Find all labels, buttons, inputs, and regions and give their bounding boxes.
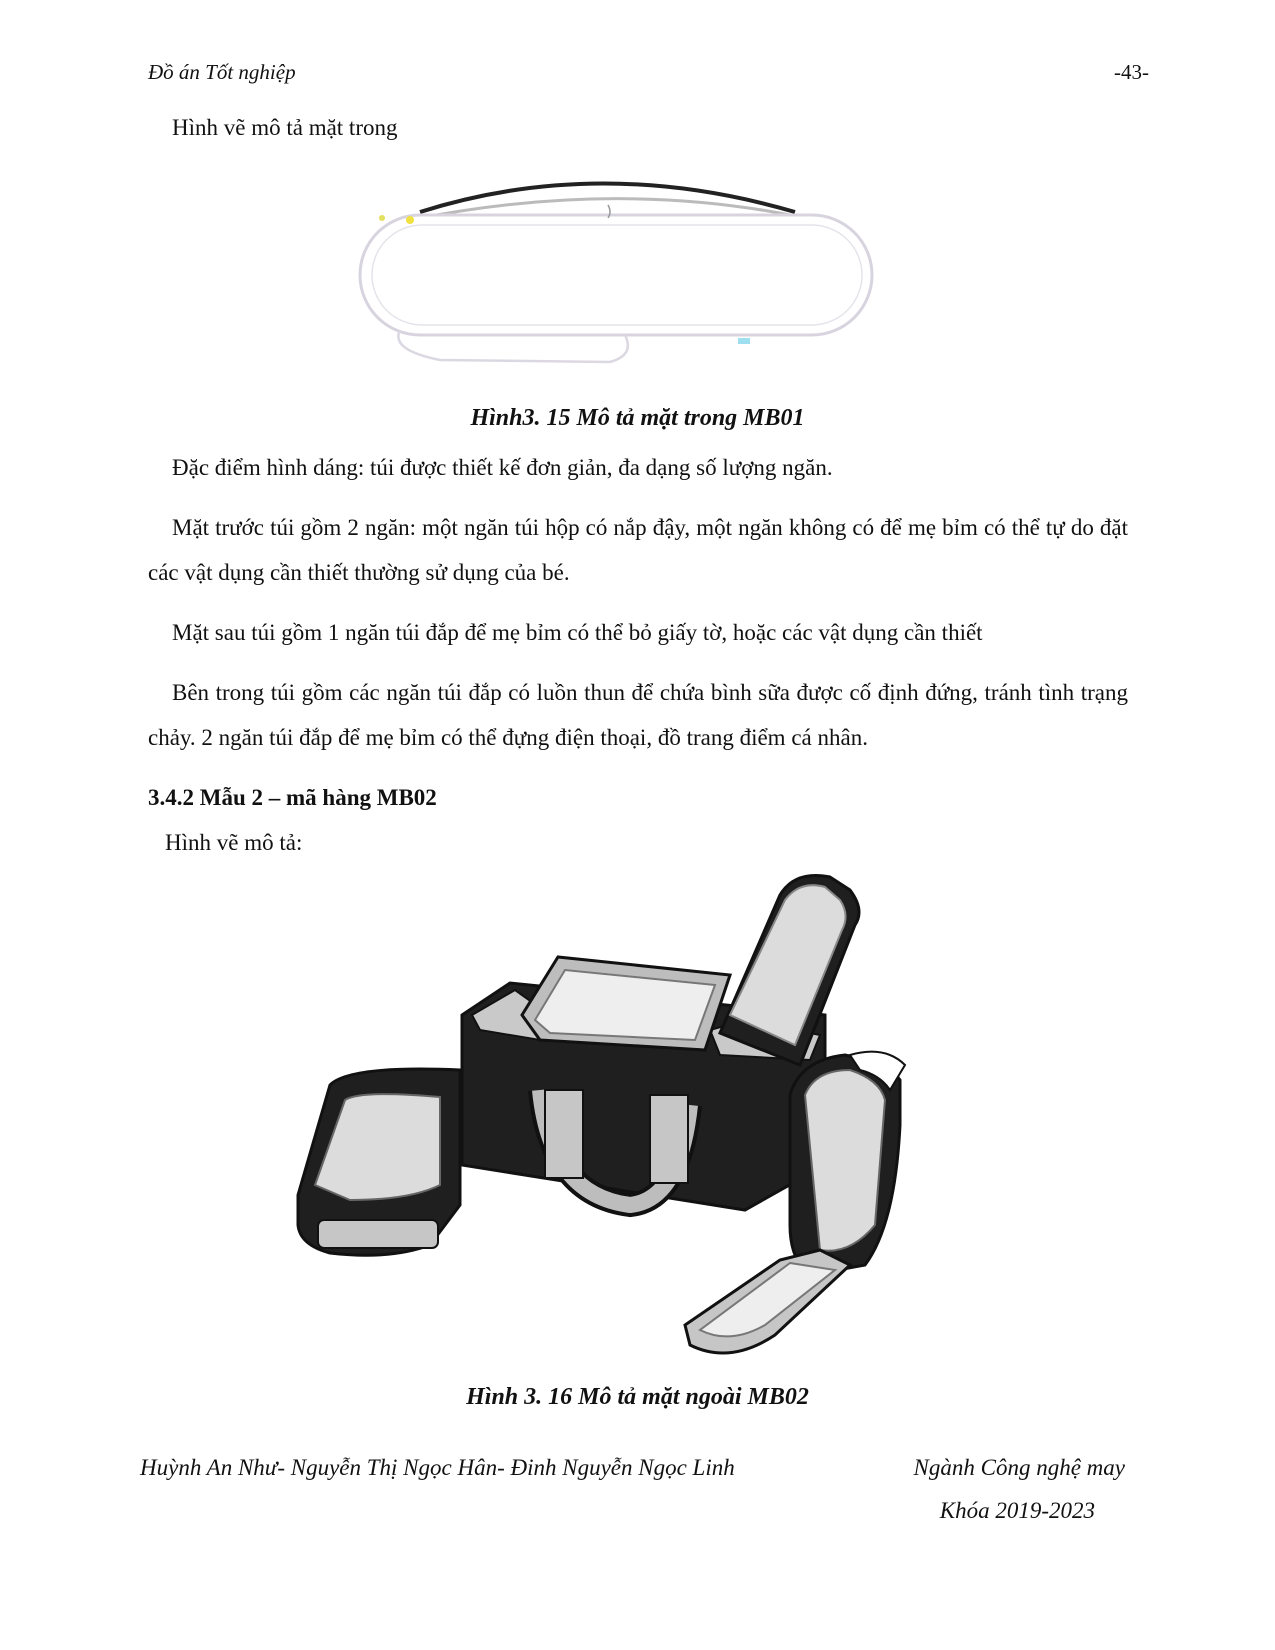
figure-15-inner-view (350, 170, 890, 385)
paragraph-back: Mặt sau túi gồm 1 ngăn túi đắp để mẹ bỉm có thể bỏ giấy tờ, hoặc các vật dụng cần thiết (172, 620, 983, 645)
page-number: -43- (1114, 60, 1149, 84)
figure-15-caption: Hình3. 15 Mô tả mặt trong MB01 (470, 405, 805, 431)
figure-16-caption: Hình 3. 16 Mô tả mặt ngoài MB02 (466, 1384, 809, 1410)
section-intro: Hình vẽ mô tả: (165, 830, 303, 855)
bag-outer-drawing (290, 865, 920, 1375)
footer-cohort: Khóa 2019-2023 (939, 1498, 1095, 1523)
paragraph-front: Mặt trước túi gồm 2 ngăn: một ngăn túi hộp có nắp đậy, một ngăn không có để mẹ bỉm có thể tự do đặt các vật dụng cần thiết thường sử dụng của bé. (148, 515, 1128, 585)
footer-major: Ngành Công nghệ may (913, 1455, 1125, 1480)
paragraph-shape: Đặc điểm hình dáng: túi được thiết kế đơn giản, đa dạng số lượng ngăn. (172, 455, 833, 480)
paragraph-inside: Bên trong túi gồm các ngăn túi đắp có luồn thun để chứa bình sữa được cố định đứng, tránh tình trạng chảy. 2 ngăn túi đắp để mẹ bỉm có thể đựng điện thoại, đồ trang điểm cá nhân. (148, 680, 1128, 750)
footer-authors: Huỳnh An Như- Nguyễn Thị Ngọc Hân- Đinh Nguyễn Ngọc Linh (140, 1455, 735, 1480)
section-heading: 3.4.2 Mẫu 2 – mã hàng MB02 (148, 785, 437, 810)
figure-16-outer-view (290, 865, 920, 1375)
figure-intro-label: Hình vẽ mô tả mặt trong (172, 115, 398, 140)
header-title: Đồ án Tốt nghiệp (148, 60, 296, 84)
bag-inner-drawing (350, 170, 890, 385)
